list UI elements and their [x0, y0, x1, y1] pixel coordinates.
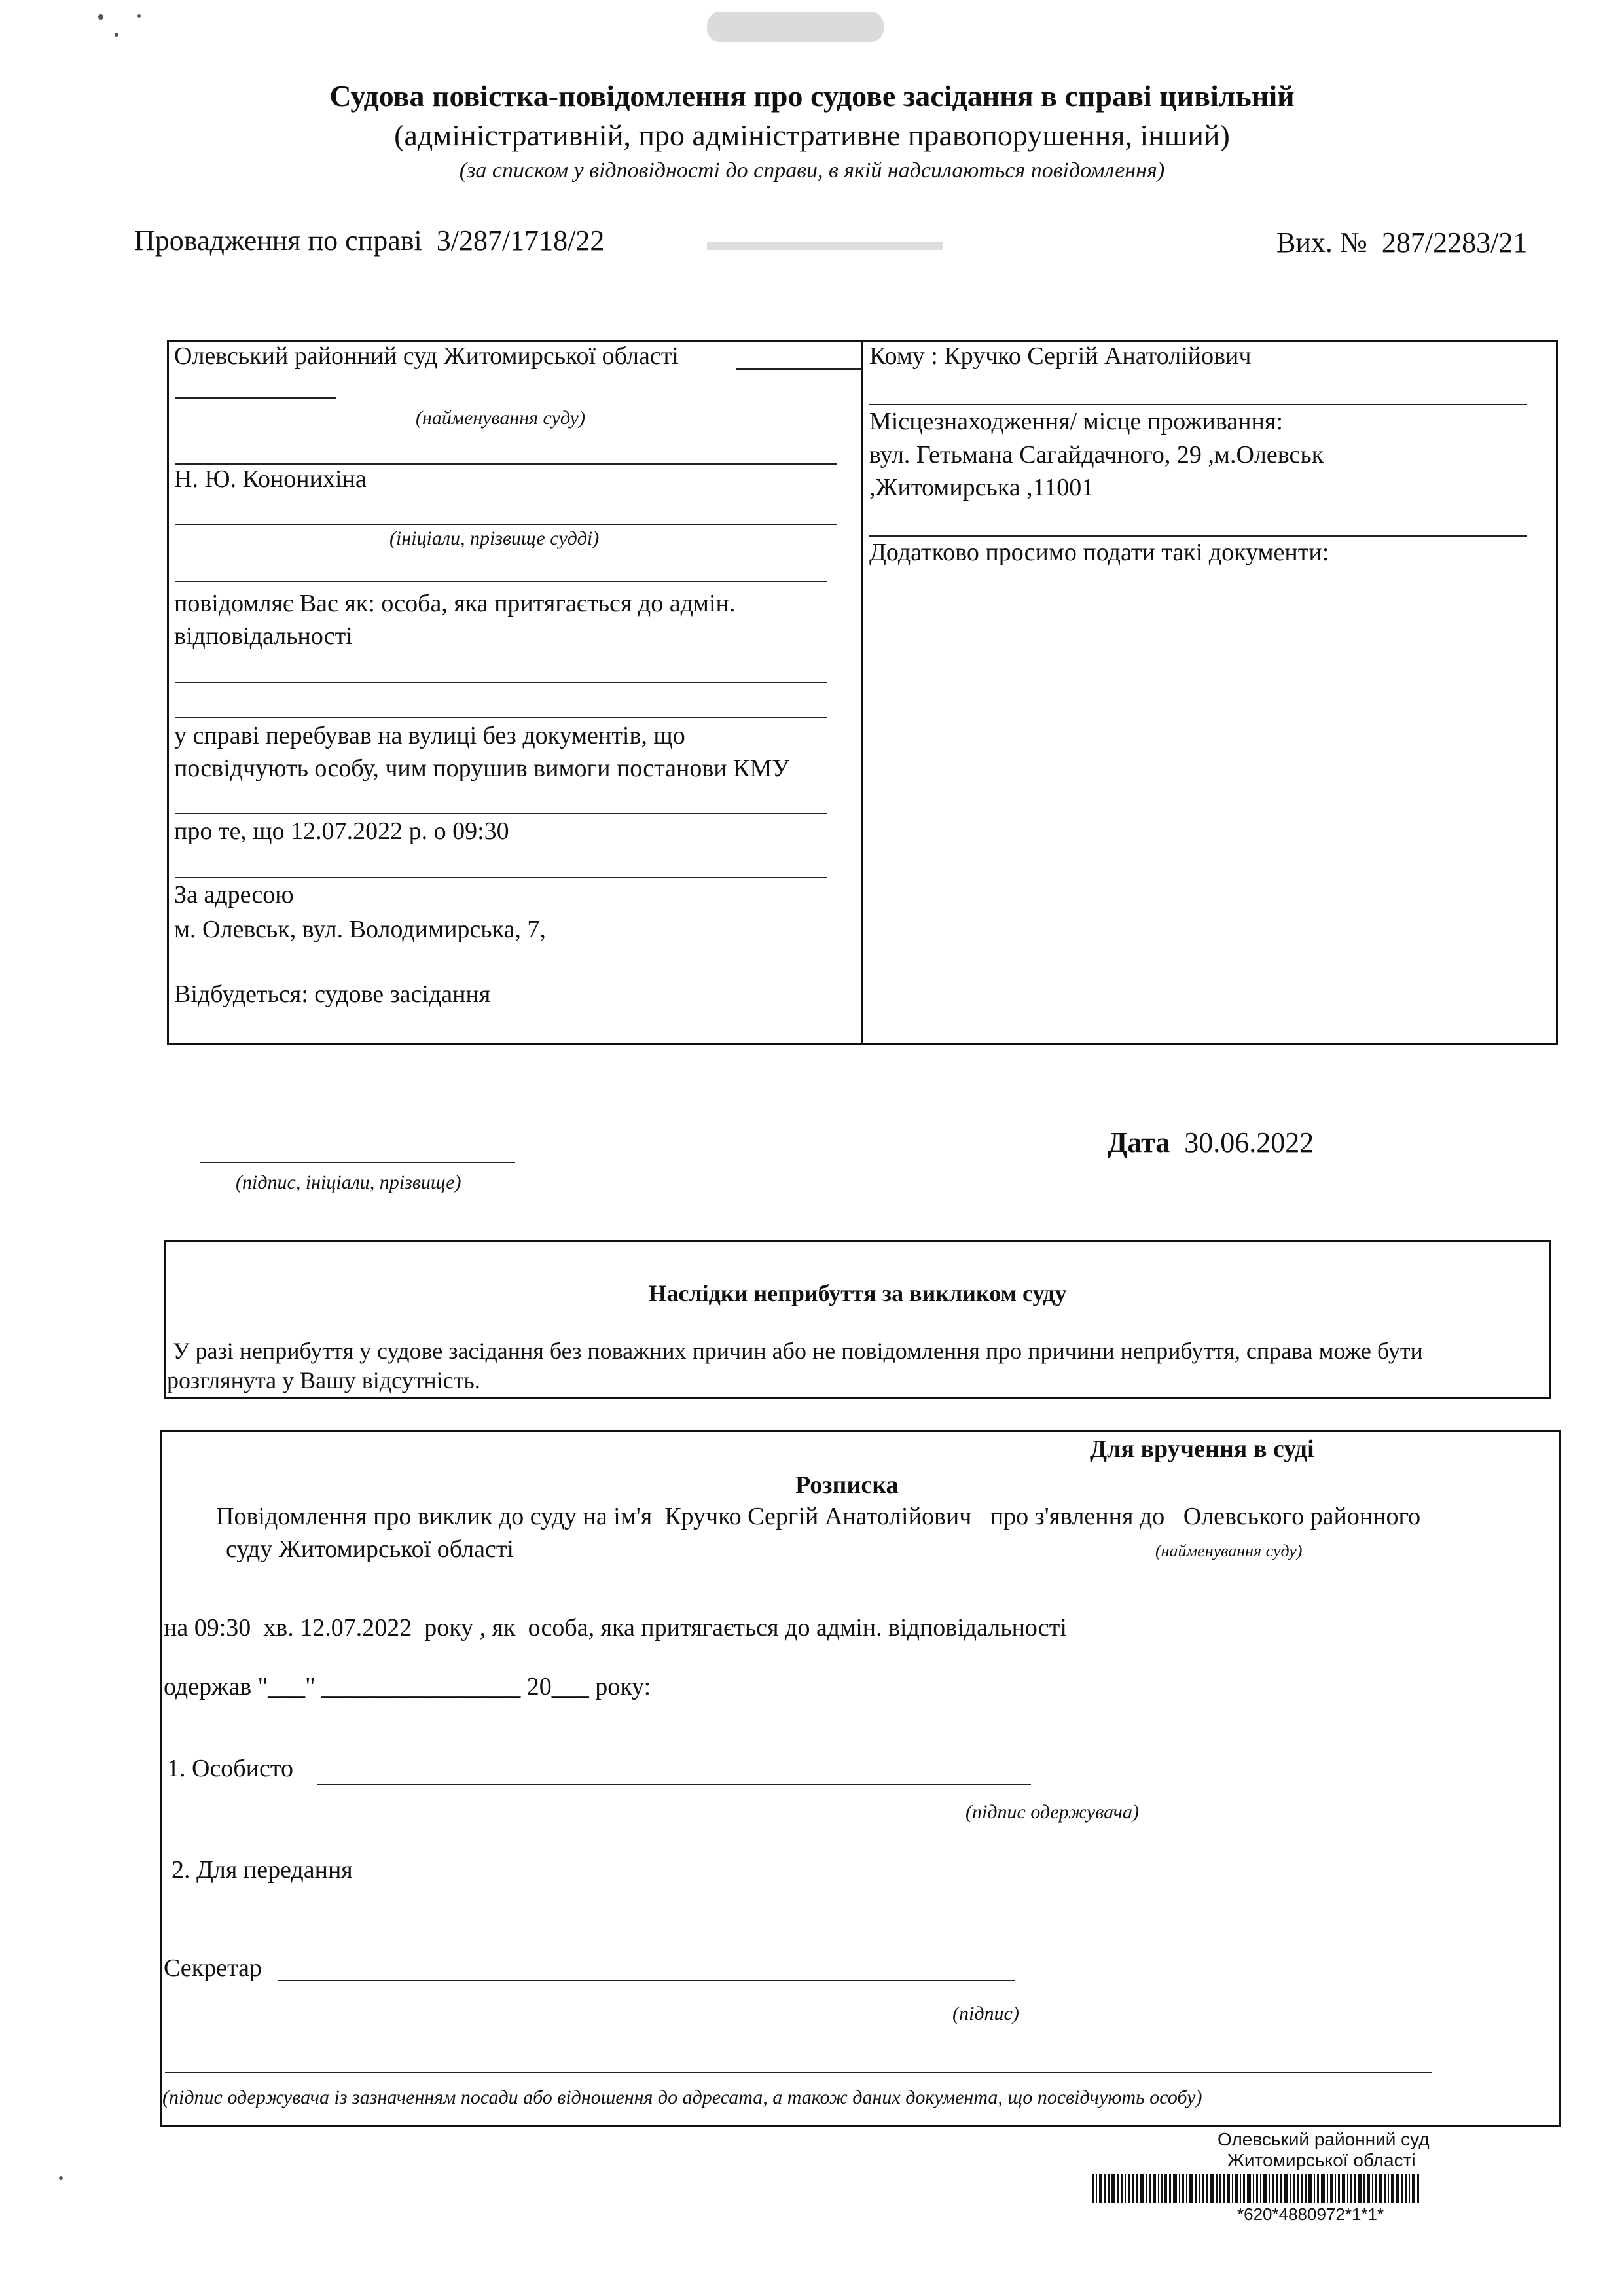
barcode-bar: [1111, 2174, 1115, 2203]
barcode-bar: [1216, 2174, 1218, 2203]
received-date-line: одержав "___" ________________ 20___ року:: [164, 1673, 651, 1700]
notify-underline-1: [175, 682, 827, 683]
document-subtitle: (адміністративній, про адміністративне правопорушення, інший): [394, 118, 1230, 152]
outgoing-number-line: [1276, 226, 1527, 259]
hearing-address: м. Олевськ, вул. Володимирська, 7,: [174, 916, 546, 943]
barcode-bar: [1219, 2174, 1221, 2203]
barcode-bar: [1140, 2174, 1144, 2203]
receipt-title: Розписка: [795, 1471, 899, 1499]
barcode-bar: [1280, 2174, 1282, 2203]
secretary-signature-caption: (підпис): [952, 2003, 1019, 2024]
hearing-datetime-underline: [175, 877, 827, 878]
barcode-bar: [1372, 2174, 1373, 2203]
barcode-bar: [1161, 2174, 1163, 2203]
barcode-bar: [1243, 2174, 1245, 2203]
court-name: Олевський районний суд Житомирської області: [174, 342, 679, 370]
signature-caption: (підпис, ініціали, прізвище): [236, 1172, 461, 1193]
barcode-bar: [1284, 2174, 1288, 2203]
barcode-bar: [1227, 2174, 1230, 2203]
barcode-bar: [1173, 2174, 1177, 2203]
barcode-bar: [1202, 2174, 1204, 2203]
scan-speck: [137, 14, 141, 18]
barcode-bar: [1330, 2174, 1333, 2203]
barcode-bar: [1396, 2174, 1399, 2203]
barcode-bar: [1417, 2174, 1419, 2203]
location-label: Місцезнаходження/ місце проживання:: [869, 408, 1283, 435]
receipt-line-1: Повідомлення про виклик до суду на ім'я Кручко Сергій Анатолійович про з'явлення до Олевського районного: [216, 1503, 1421, 1530]
barcode-bar: [1108, 2174, 1110, 2203]
barcode-bar: [1354, 2174, 1356, 2203]
barcode-bar: [1117, 2174, 1119, 2203]
secretary-label: Секретар: [164, 1954, 262, 1982]
barcode-bar: [1317, 2174, 1319, 2203]
recipient-name: Кому : Кручко Сергій Анатолійович: [869, 342, 1252, 370]
barcode-bar: [1182, 2174, 1184, 2203]
barcode-bar: [1260, 2174, 1261, 2203]
barcode-bar: [1272, 2174, 1274, 2203]
barcode-bar: [1121, 2174, 1123, 2203]
receipt-footer-caption: (підпис одержувача із зазначенням посади або відношення до адресата, а також даних документа, що посвідчують особу): [162, 2087, 1202, 2108]
outgoing-label: Вих. №: [1276, 226, 1367, 259]
barcode-bar: [1263, 2174, 1267, 2203]
document-title: Судова повістка-повідомлення про судове засідання в справі цивільній: [329, 79, 1295, 113]
barcode-bar: [1290, 2174, 1291, 2203]
court-fill-line-2: [175, 397, 336, 399]
barcode-bar: [1293, 2174, 1295, 2203]
barcode-bar: [1146, 2174, 1147, 2203]
document-date: [1108, 1126, 1314, 1159]
barcode-bar: [1367, 2174, 1370, 2203]
personally-label: 1. Особисто: [167, 1755, 293, 1782]
consequences-title: Наслідки неприбуття за викликом суду: [648, 1280, 1067, 1306]
barcode-bar: [1405, 2174, 1407, 2203]
document-note: (за списком у відповідності до справи, в якій надсилаються повідомлення): [459, 158, 1165, 183]
barcode-bar: [1125, 2174, 1126, 2203]
barcode-bar: [1136, 2174, 1138, 2203]
barcode-bar: [1327, 2174, 1328, 2203]
barcode-bar: [1169, 2174, 1171, 2203]
barcode-bar: [1384, 2174, 1386, 2203]
barcode-bar: [1363, 2174, 1365, 2203]
date-label: Дата: [1108, 1126, 1170, 1158]
barcode-bar: [1186, 2174, 1187, 2203]
barcode-bar: [1301, 2174, 1303, 2203]
judge-caption-line: [175, 581, 827, 582]
court-fill-line: [736, 368, 861, 370]
barcode-bar: [1247, 2174, 1251, 2203]
transfer-label: 2. Для передання: [171, 1856, 353, 1884]
signature-line: [200, 1162, 515, 1163]
judge-caption: (ініціали, прізвище судді): [389, 528, 600, 549]
barcode-bar: [1158, 2174, 1159, 2203]
hearing-event: Відбудеться: судове засідання: [174, 980, 491, 1008]
court-stamp-line-1: Олевський районний суд: [1218, 2129, 1430, 2149]
barcode-bar: [1338, 2174, 1340, 2203]
secretary-sign-line: [278, 1980, 1015, 1981]
receipt-line-2: суду Житомирської області: [226, 1535, 514, 1563]
barcode-bar: [1206, 2174, 1208, 2203]
case-number-line: [134, 224, 604, 257]
barcode-bar: [1232, 2174, 1233, 2203]
case-description-underline: [175, 813, 827, 814]
address-label: За адресою: [174, 881, 294, 908]
barcode-bar: [1223, 2174, 1225, 2203]
barcode-bar: [1350, 2174, 1352, 2203]
court-caption: (найменування суду): [416, 407, 585, 429]
barcode-bar: [1235, 2174, 1238, 2203]
notify-role-line-1: повідомляє Вас як: особа, яка притягається до адмін.: [174, 590, 736, 617]
barcode-bar: [1199, 2174, 1200, 2203]
court-stamp-line-2: Житомирської області: [1227, 2150, 1416, 2170]
barcode-bar: [1269, 2174, 1270, 2203]
barcode-bar: [1132, 2174, 1134, 2203]
barcode-bar: [1412, 2174, 1415, 2203]
date-value: 30.06.2022: [1184, 1126, 1314, 1158]
barcode-bar: [1210, 2174, 1214, 2203]
barcode-bar: [1297, 2174, 1299, 2203]
location-underline: [869, 535, 1527, 537]
barcode-bar: [1305, 2174, 1307, 2203]
barcode-bar: [1099, 2174, 1102, 2203]
barcode-bar: [1256, 2174, 1258, 2203]
barcode-bar: [1335, 2174, 1336, 2203]
consequences-text-line-2: розглянута у Вашу відсутність.: [167, 1367, 480, 1393]
extra-documents-label: Додатково просимо подати такі документи:: [869, 539, 1329, 566]
notify-underline-2: [175, 717, 827, 718]
scan-smudge: [707, 12, 884, 42]
outgoing-number: 287/2283/21: [1381, 226, 1528, 259]
barcode-bar: [1179, 2174, 1180, 2203]
barcode-bar: [1189, 2174, 1193, 2203]
case-label: Провадження по справі: [134, 224, 422, 257]
scan-smudge: [707, 242, 943, 250]
judge-underline: [175, 524, 837, 525]
barcode-bar: [1092, 2174, 1094, 2203]
barcode-bar: [1388, 2174, 1389, 2203]
receipt-footer-line: [165, 2072, 1432, 2073]
case-description-line-1: у справі перебував на вулиці без документів, що: [174, 722, 685, 749]
location-line-2: ,Житомирська ,11001: [869, 474, 1094, 501]
barcode-bar: [1164, 2174, 1167, 2203]
barcode-bar: [1391, 2174, 1394, 2203]
barcode-bar: [1314, 2174, 1315, 2203]
barcode-bar: [1409, 2174, 1410, 2203]
barcode-bar: [1342, 2174, 1345, 2203]
summons-table-divider: [861, 340, 863, 1045]
hearing-datetime: про те, що 12.07.2022 р. о 09:30: [174, 817, 509, 845]
notify-role-line-2: відповідальності: [174, 622, 353, 650]
consequences-text-line-1: У разі неприбуття у судове засідання без поважних причин або не повідомлення про причини неприбуття, справа може бути: [167, 1338, 1423, 1364]
barcode-bar: [1153, 2174, 1156, 2203]
barcode-bar: [1375, 2174, 1377, 2203]
receipt-time-line: на 09:30 хв. 12.07.2022 року , як особа, яка притягається до адмін. відповідальності: [164, 1614, 1067, 1641]
recipient-underline: [869, 404, 1527, 405]
case-number: 3/287/1718/22: [436, 224, 605, 257]
scan-speck: [98, 14, 103, 20]
barcode-text: *620*4880972*1*1*: [1237, 2204, 1384, 2224]
location-line-1: вул. Гетьмана Сагайдачного, 29 ,м.Олевськ: [869, 441, 1324, 469]
case-description-line-2: посвідчують особу, чим порушив вимоги постанови КМУ: [174, 755, 790, 782]
barcode-bar: [1276, 2174, 1278, 2203]
judge-name: Н. Ю. Кононихіна: [174, 465, 367, 493]
barcode-bar: [1104, 2174, 1106, 2203]
barcode-bar: [1096, 2174, 1097, 2203]
barcode-bar: [1347, 2174, 1348, 2203]
barcode-bar: [1401, 2174, 1403, 2203]
barcode-bar: [1308, 2174, 1312, 2203]
recipient-signature-caption: (підпис одержувача): [965, 1801, 1139, 1823]
barcode-bar: [1253, 2174, 1254, 2203]
personally-sign-line: [317, 1784, 1031, 1785]
barcode: [1092, 2174, 1550, 2203]
barcode-bar: [1358, 2174, 1362, 2203]
barcode-bar: [1195, 2174, 1197, 2203]
barcode-bar: [1149, 2174, 1151, 2203]
scan-speck: [59, 2176, 63, 2180]
barcode-bar: [1128, 2174, 1130, 2203]
barcode-bar: [1379, 2174, 1382, 2203]
receipt-court-caption: (найменування суду): [1155, 1541, 1303, 1560]
barcode-bar: [1321, 2174, 1325, 2203]
for-court-delivery: Для вручення в суді: [1090, 1435, 1314, 1463]
scan-speck: [115, 33, 118, 37]
barcode-bar: [1240, 2174, 1241, 2203]
